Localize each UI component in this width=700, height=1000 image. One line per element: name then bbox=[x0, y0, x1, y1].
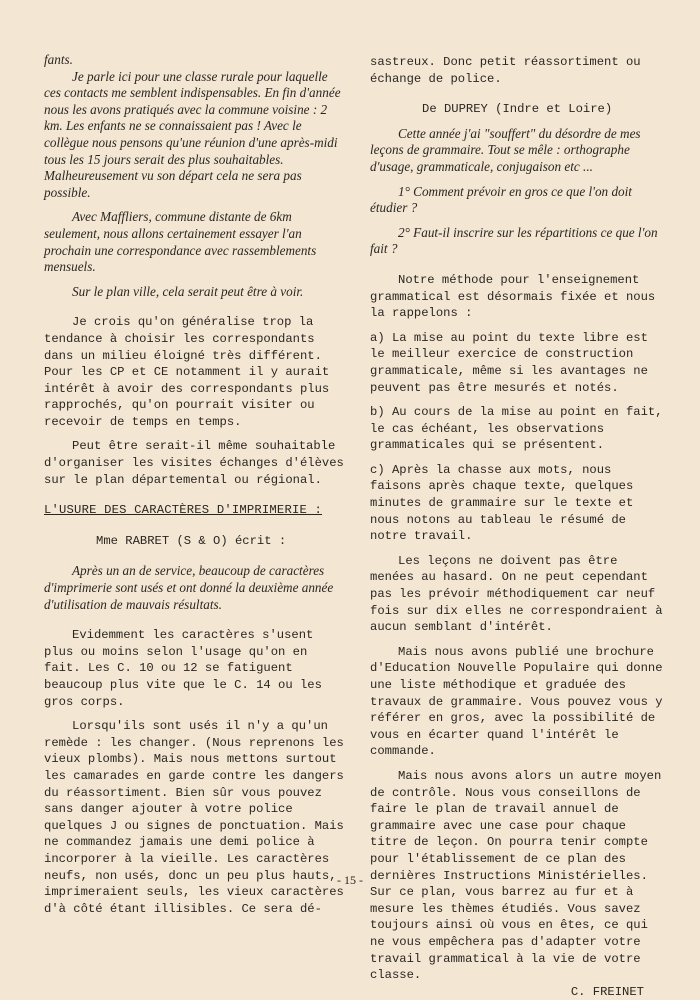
author-line: De DUPREY (Indre et Loire) bbox=[422, 102, 613, 117]
paragraph: Après un an de service, beaucoup de caractères d'imprimerie sont usés et ont donné la deuxième année d'utilisation de mauvais résultats. bbox=[44, 563, 334, 612]
paragraph: Evidemment les caractères s'usent plus ou moins selon l'usage qu'on en fait. Les C. 10 ou 12 se fatiguent beaucoup plus vite que le C. 14 ou les gros corps. bbox=[44, 628, 322, 709]
paragraph: Avec Maffliers, commune distante de 6km seulement, nous allons certainement essayer l'an prochain une correspondance avec rassemblements mensuels. bbox=[44, 209, 317, 275]
signature: C. FREINET bbox=[570, 984, 644, 999]
question: 2° Faut-il inscrire sur les répartitions ce que l'on fait ? bbox=[370, 224, 658, 257]
paragraph: Peut être serait-il même souhaitable d'organiser les visites échanges d'élèves sur le plan départemental ou régional. bbox=[44, 439, 344, 487]
paragraph: Notre méthode pour l'enseignement grammatical est désormais fixée et nous la rappelons : bbox=[370, 272, 656, 321]
list-item: a) La mise au point du texte libre est le meilleur exercice de construction grammaticale, même si les avantages ne peuvent pas être mesurés et notés. bbox=[370, 330, 648, 395]
paragraph: sastreux. Donc petit réassortiment ou échange de police. bbox=[370, 55, 641, 86]
paragraph: Les leçons ne doivent pas être menées au hasard. On ne peut cependant pas les prévoir méthodiquement car neuf fois sur dix elles ne correspondraient à aucun semblant d'intérêt. bbox=[370, 553, 663, 635]
paragraph: Mais nous avons publié une brochure d'Education Nouvelle Populaire qui donne une liste méthodique et graduée des travaux de grammaire. Vous pouvez vous y référer en gros, avec la possibilité de vous en écarter quand l'intérêt le commande. bbox=[370, 644, 663, 759]
paragraph: fants. bbox=[44, 52, 73, 67]
left-column bbox=[44, 52, 344, 917]
question: 1° Comment prévoir en gros ce que l'on doit étudier ? bbox=[370, 183, 632, 216]
section-heading: L'USURE DES CARACTÈRES D'IMPRIMERIE : bbox=[44, 503, 323, 518]
paragraph: Je crois qu'on généralise trop la tendance à choisir les correspondants dans un milieu éloigné très différent. Pour les CP et CE notamment il y aurait intérêt à avoir des correspondants plus rapprochés, qu'on pourrait visiter ou recevoir de temps en temps. bbox=[44, 315, 330, 429]
author-line: Mme RABRET (S & O) écrit : bbox=[96, 533, 287, 548]
paragraph: Je parle ici pour une classe rurale pour laquelle ces contacts me semblent indispensables. En fin d'année nous les avons pratiqués avec la commune voisine : 2 km. Les enfants ne se connaissaient pas ! Avec le collègue nous pensons qu'une réunion d'une après-midi tous les 15 jours serait des plus souhaitables. Malheureusement vu son départ cela ne sera pas possible. bbox=[44, 68, 341, 200]
page-number: - 15 - bbox=[337, 873, 363, 887]
paragraph: Lorsqu'ils sont usés il n'y a qu'un remède : les changer. (Nous reprenons les vieux plombs). Mais nous mettons surtout les camarades en garde contre les dangers du réassortiment. Bien sûr vous pouvez sans danger ajouter à votre police quelques J ou signes de ponctuation. Mais ne commandez jamais une demi police à incorporer à la vieille. Les caractères neufs, non usés, donc un peu plus hauts, imprimeraient seuls, les vieux caractères d'à côté étant illisibles. Ce sera dé- bbox=[44, 719, 344, 916]
right-column bbox=[370, 54, 668, 1000]
paragraph: Cette année j'ai "souffert" du désordre de mes leçons de grammaire. Tout se mêle : orthographe d'usage, grammaticale, conjugaison etc ... bbox=[370, 125, 641, 174]
list-item: b) Au cours de la mise au point en fait, le cas échéant, les observations grammaticales qui se présentent. bbox=[370, 405, 663, 453]
paragraph: Mais nous avons alors un autre moyen de contrôle. Nous vous conseillons de faire le plan de travail annuel de grammaire avec une case pour chaque titre de leçon. On pourra tenir compte pour l'établissement de ce plan des dernières Instructions Ministérielles. Sur ce plan, vous barrez au fur et à mesure les thèmes étudiés. Vous savez toujours ainsi où vous en êtes, ce qui ne vous empêchera pas d'adapter votre travail grammatical à la vie de votre classe. bbox=[370, 768, 662, 983]
list-item: c) Après la chasse aux mots, nous faisons après chaque texte, quelques minutes de grammaire sur le texte et nous notons au tableau le résumé de notre travail. bbox=[370, 462, 634, 544]
paragraph: Sur le plan ville, cela serait peut être à voir. bbox=[72, 283, 304, 299]
